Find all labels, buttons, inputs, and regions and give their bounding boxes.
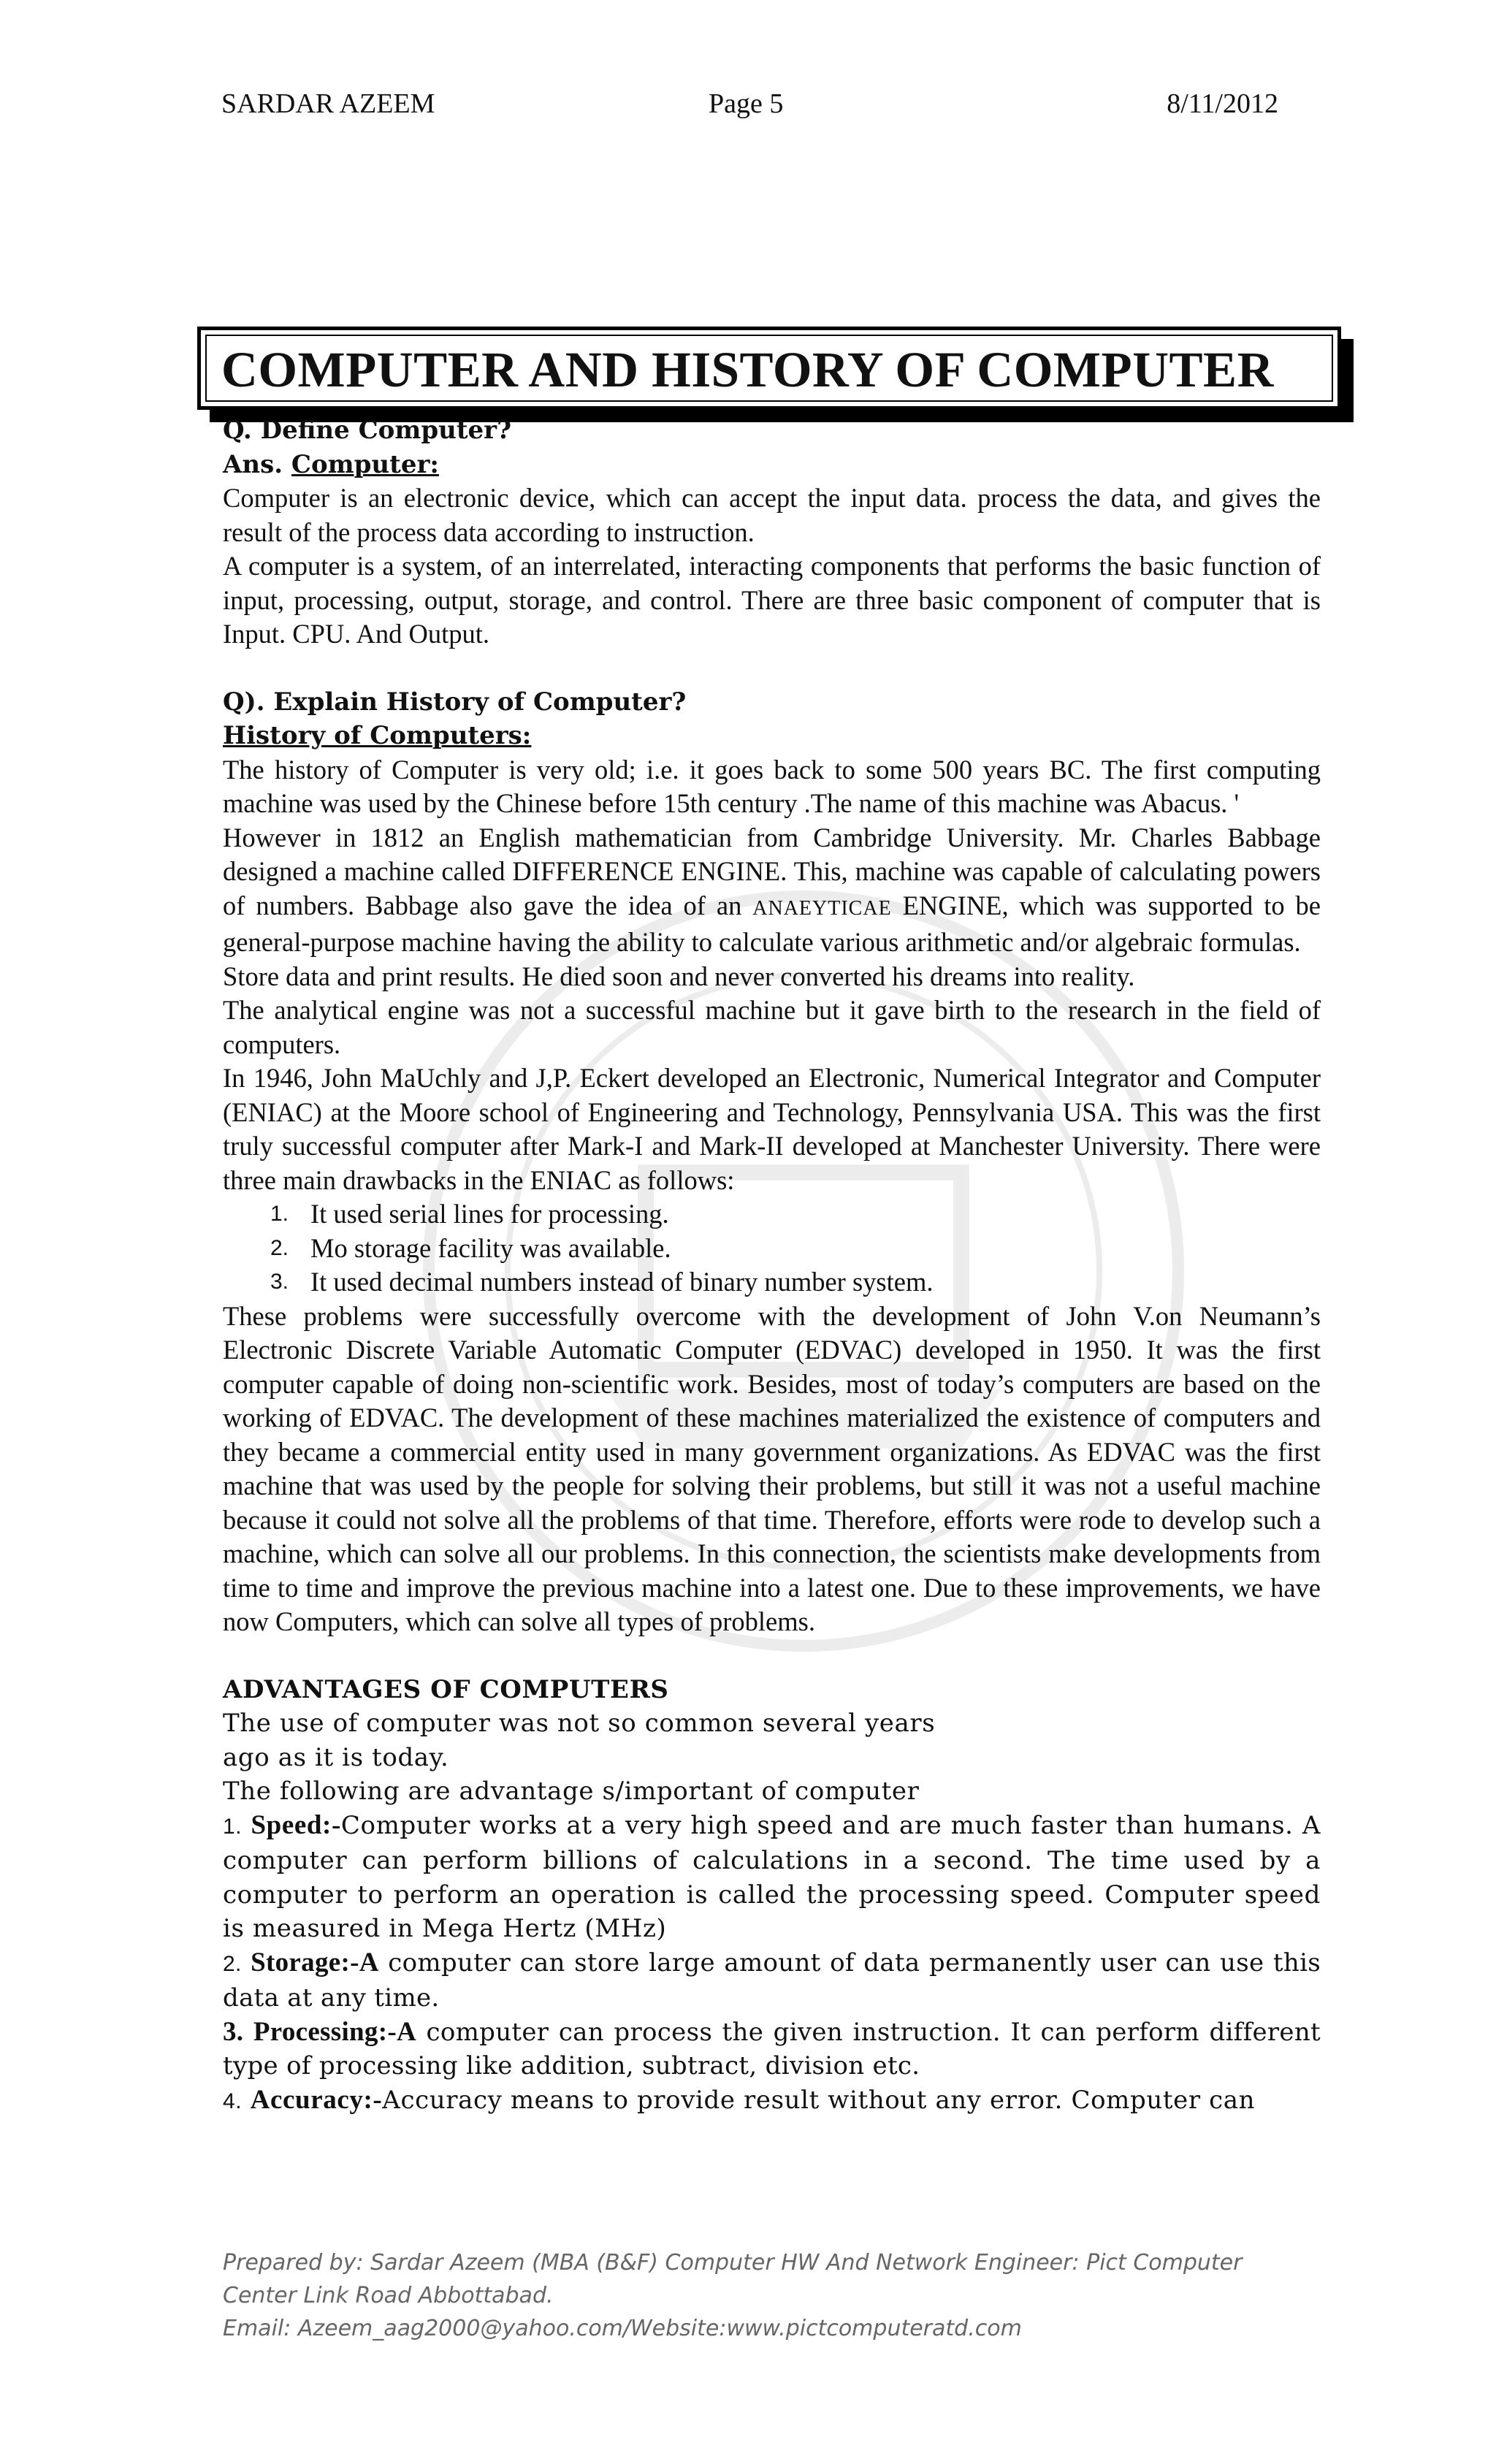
advantage-item: 4. Accuracy:-Accuracy means to provide result without any error. Computer can [223,2084,1256,2115]
paragraph: However in 1812 an English mathematician from Cambridge University. Mr. Charles Babbage designed a machine called DIFFERENCE ENGINE. This, machine was capable of calculating powers of numbers. Babbage also gave the idea of an ANAEYTICAE ENGINE, which was supported to be general-purpose machine having the ability to calculate various arithmetic and/or algebraic formulas. [223,822,1321,957]
header-author: SARDAR AZEEM [221,88,435,119]
question-define-computer: Q. Define Computer? [223,416,512,445]
header-date: 8/11/2012 [1167,88,1278,119]
paragraph: Store data and print results. He died soon and never converted his dreams into reality. [223,961,1135,991]
advantage-item: 3. Processing:-A computer can process the given instruction. It can perform different type of processing like addition, subtract, division etc. [223,2016,1321,2080]
paragraph: The following are advantage s/important of computer [223,1777,920,1806]
advantage-item: 1. Speed:-Computer works at a very high speed and are much faster than humans. A computer can perform billions of calculations in a second. The time used by a computer to perform an operation is called the processing speed. Computer speed is measured in Mega Hertz (MHz) [223,1809,1321,1943]
page-header [221,88,1278,131]
paragraph: These problems were successfully overcome with the development of John V.on Neumann’s Electronic Discrete Variable Automatic Computer (EDVAC) developed in 1950. It was the first computer capable of doing non-scientific work. Besides, most of today’s computers are based on the working of EDVAC. The development of these machines materialized the existence of computers and they became a commercial entity used in many government organizations. As EDVAC was the first machine that was used by the people for solving their problems, but still it was not a useful machine because it could not solve all the problems of that time. Therefore, efforts were rode to develop such a machine, which can solve all our problems. In this connection, the scientists make developments from time to time and improve the previous machine into a latest one. Due to these improvements, we have now Computers, which can solve all types of problems. [223,1300,1321,1636]
paragraph: The use of computer was not so common several years [223,1709,936,1738]
paragraph: The analytical engine was not a successful machine but it gave birth to the research in the field of computers. [223,995,1321,1059]
advantages-section [223,1673,1321,2119]
title-banner [197,327,1341,410]
paragraph: Computer is an electronic device, which can accept the input data. process the data, and gives the result of the process data according to instruction. [223,483,1321,547]
answer-heading [223,448,1321,482]
header-page-number: Page 5 [709,88,784,119]
advantages-heading: ADVANTAGES OF COMPUTERS [223,1674,669,1704]
paragraph: The history of Computer is very old; i.e. it goes back to some 500 years BC. The first computing machine was used by the Chinese before 15th century .The name of this machine was Abacus. ' [223,754,1321,818]
advantage-item: 2. Storage:-A computer can store large amount of data permanently user can use this data at any time. [223,1947,1321,2013]
list-item: 2. Mo storage facility was available. [270,1232,671,1263]
drawbacks-list [223,1197,1321,1300]
paragraph: In 1946, John MaUchly and J,P. Eckert developed an Electronic, Numerical Integrator and Computer (ENIAC) at the Moore school of Engineering and Technology, Pennsylvania USA. This was the first truly successful computer after Mark-I and Mark-II developed at Manchester University. There were three main drawbacks in the ENIAC as follows: [223,1063,1321,1195]
paragraph: A computer is a system, of an interrelated, interacting components that performs the basic function of input, processing, output, storage, and control. There are three basic component of computer that is Input. CPU. And Output. [223,551,1321,649]
footer-line: Center Link Road Abbottabad. [223,2283,554,2308]
question-history: Q). Explain History of Computer? [223,687,687,717]
paragraph: ago as it is today. [223,1742,449,1772]
list-item: 1. It used serial lines for processing. [270,1199,669,1229]
list-item: 3. It used decimal numbers instead of binary number system. [270,1267,934,1297]
page-title: COMPUTER AND HISTORY OF COMPUTER [221,342,1274,397]
answer-topic: Computer: [291,449,439,479]
footer-contact: Email: Azeem_aag2000@yahoo.com/Website:www.pictcomputeratd.com [223,2316,1022,2341]
page-footer [223,2246,1321,2345]
answer-label: Ans. [223,449,283,479]
document-body [223,413,1321,2118]
history-heading: History of Computers: [223,721,532,750]
footer-line: Prepared by: Sardar Azeem (MBA (B&F) Computer HW And Network Engineer: Pict Computer [223,2250,1243,2276]
